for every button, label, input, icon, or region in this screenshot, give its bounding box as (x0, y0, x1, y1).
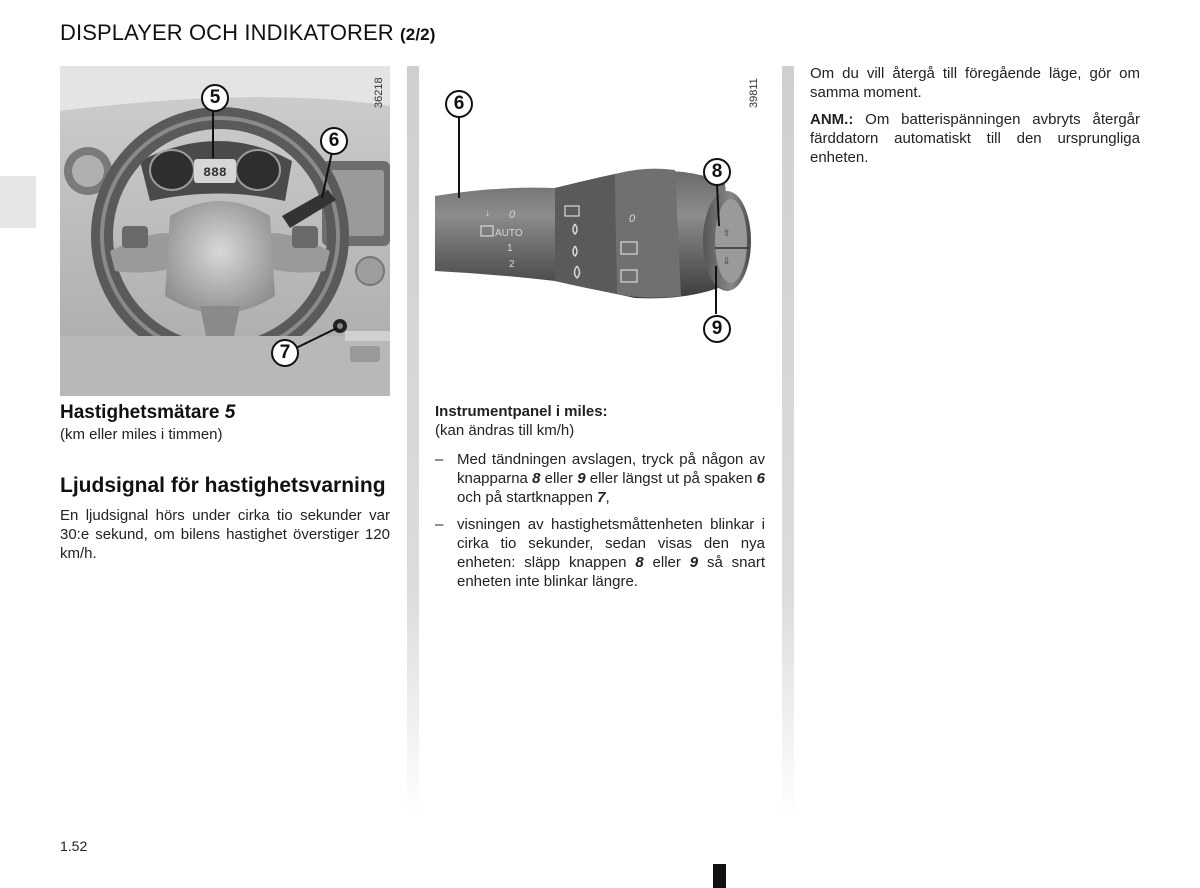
page-title-part: (2/2) (400, 25, 436, 44)
stalk-label-1: 1 (507, 243, 513, 254)
ref-9b: 9 (689, 554, 699, 571)
speedometer-heading (60, 402, 390, 424)
stalk-label-0a: 0 (509, 209, 516, 221)
panel-miles-title: Instrumentpanel i miles: (435, 403, 608, 420)
column-separator-left (407, 66, 419, 816)
page-number: 1.52 (60, 838, 88, 854)
stalk-label-0b: 0 (629, 213, 636, 225)
instruction-item-2: – visningen av hastighetsmåttenheten blinkar i cirka tio sekunder, sedan visas den nya enheten: släpp knappen 8 eller 9 så snart enheten inte blinkar längre. (435, 516, 765, 590)
speedometer-subtitle: (km eller miles i timmen) (60, 426, 223, 443)
instruction-list (435, 450, 765, 599)
speed-warning-heading: Ljudsignal för hastighetsvarning (60, 474, 386, 497)
svg-text:↓: ↓ (485, 208, 490, 219)
callout-9: 9 (703, 315, 731, 343)
figure-number-middle: 39811 (748, 78, 760, 108)
speedometer-title: Hastighetsmätare (60, 402, 220, 423)
steering-wheel-illustration (60, 66, 390, 396)
callout-6-left: 6 (320, 127, 348, 155)
callout-7: 7 (271, 339, 299, 367)
ref-8: 8 (532, 470, 541, 487)
speed-warning-text: En ljudsignal hörs under cirka tio sekunder var 30:e sekund, om bilens hastighet överstiger 120 km/h. (60, 507, 390, 562)
column-separator-right (782, 66, 794, 816)
stalk-label-2: 2 (509, 259, 515, 270)
note-text: Om batterispänningen avbryts återgår färddatorn automatiskt till den ursprungliga enheten. (810, 111, 1140, 166)
instruction-item-1: – Med tändningen avslagen, tryck på någon av knapparna 8 eller 9 eller längst ut på spaken 6 och på startknappen 7, (435, 451, 765, 506)
steering-wheel-figure (60, 66, 390, 396)
cluster-display-text: 888 (203, 165, 227, 180)
chapter-tab (0, 176, 36, 228)
revert-instruction: Om du vill återgå till föregående läge, gör om samma moment. (810, 65, 1140, 101)
callout-5: 5 (201, 84, 229, 112)
callout-8: 8 (703, 158, 731, 186)
note-paragraph (810, 110, 1140, 167)
svg-text:⇧: ⇧ (723, 229, 731, 239)
ref-7: 7 (597, 489, 606, 506)
figure-number-left: 36218 (373, 77, 385, 108)
page-title-text: DISPLAYER OCH INDIKATORER (60, 20, 394, 45)
page-title (60, 20, 435, 46)
ref-8b: 8 (635, 554, 644, 571)
ref-6: 6 (756, 470, 765, 487)
note-label: ANM.: (810, 111, 854, 128)
panel-miles-subtitle: (kan ändras till km/h) (435, 422, 575, 439)
callout-6-middle: 6 (445, 90, 473, 118)
svg-text:⇩: ⇩ (723, 257, 731, 267)
stalk-label-auto: AUTO (495, 228, 523, 239)
print-mark (713, 864, 726, 888)
ref-9: 9 (577, 470, 586, 487)
speedometer-ref: 5 (224, 402, 236, 423)
